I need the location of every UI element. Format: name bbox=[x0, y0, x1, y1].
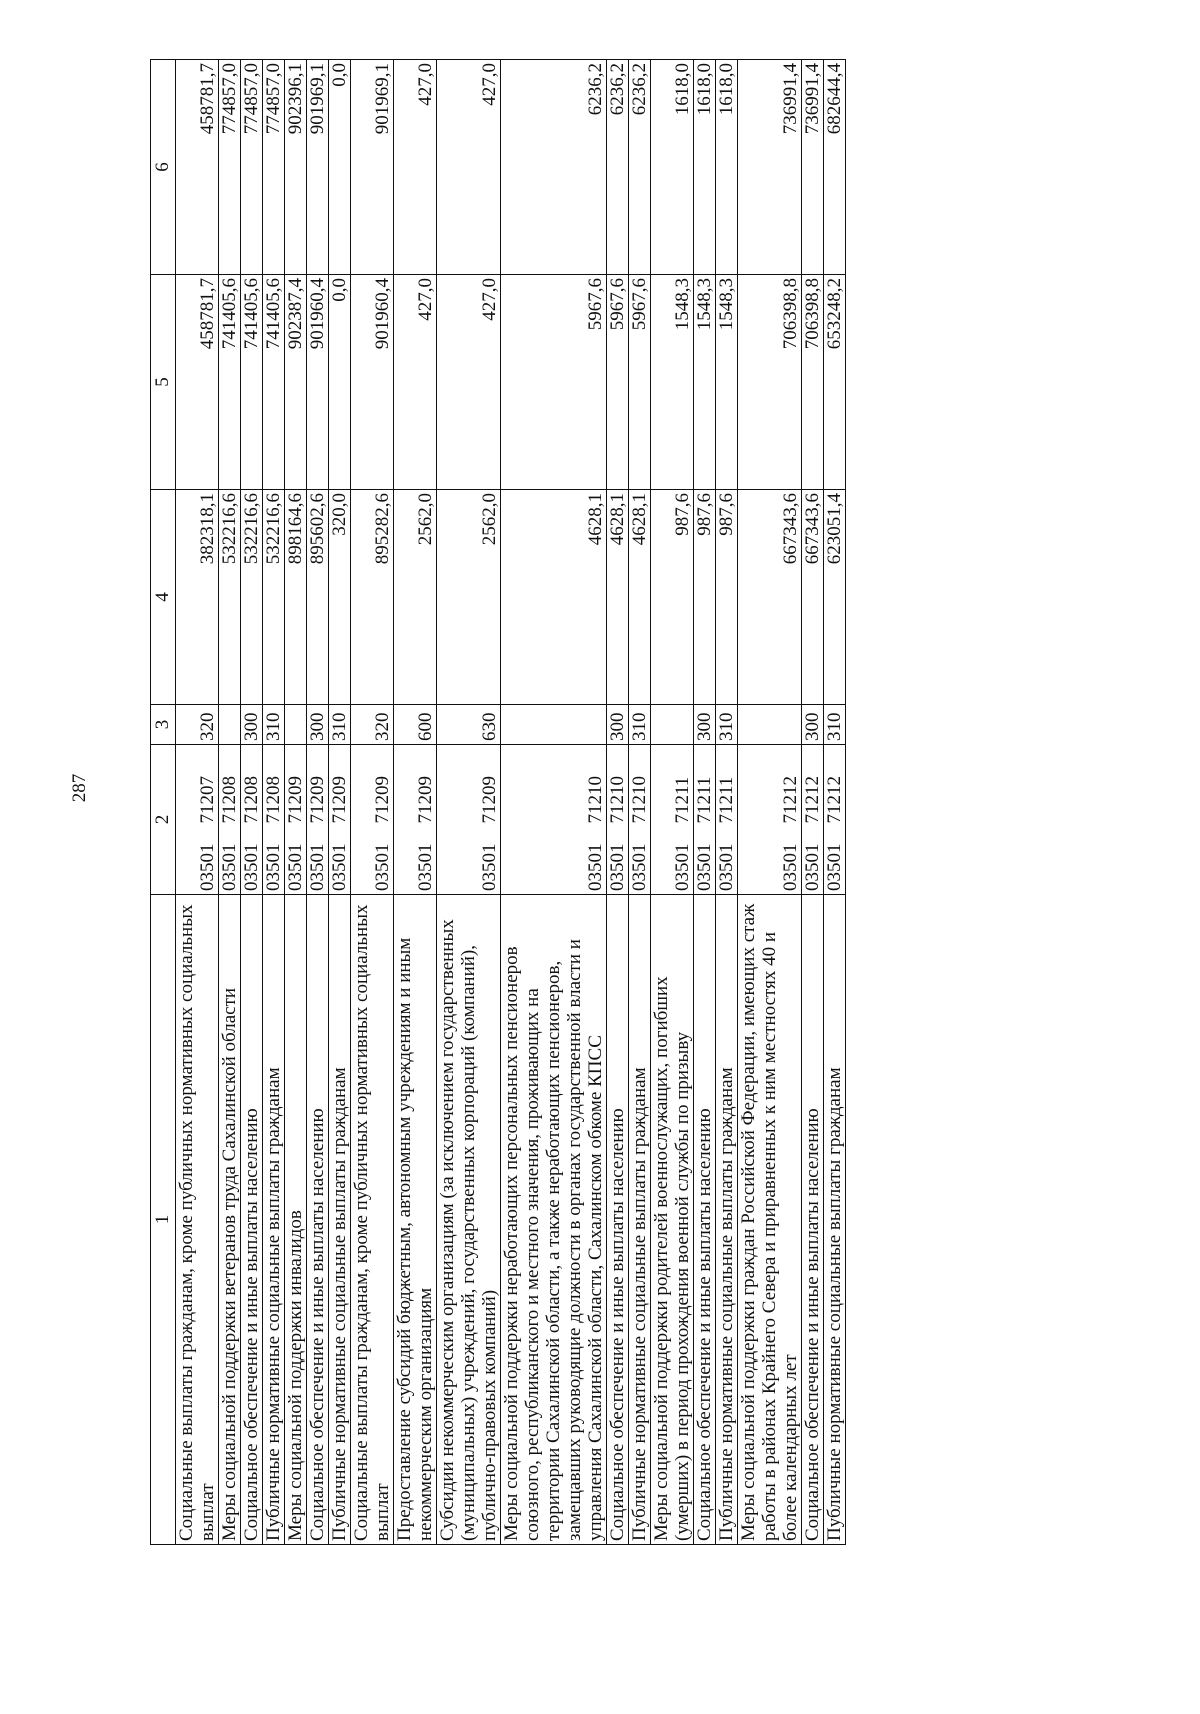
row-direction-code: 71212 bbox=[802, 776, 823, 824]
header-row bbox=[151, 60, 176, 1545]
row-type-cell: 310 bbox=[716, 705, 738, 745]
row-name-cell: Социальные выплаты гражданам, кроме публичных нормативных социальных выплат bbox=[176, 895, 219, 1545]
row-col6-cell: 774857,0 bbox=[263, 60, 285, 275]
row-col4-cell: 987,6 bbox=[716, 490, 738, 705]
row-code-cell bbox=[263, 745, 285, 895]
row-program-code: 03501 bbox=[607, 843, 628, 891]
row-name-cell: Социальное обеспечение и иные выплаты населению bbox=[607, 895, 629, 1545]
row-type-cell: 300 bbox=[241, 705, 263, 745]
row-type-cell: 300 bbox=[607, 705, 629, 745]
row-col4-cell: 987,6 bbox=[651, 490, 694, 705]
table-row bbox=[651, 60, 694, 1545]
row-program-code: 03501 bbox=[307, 843, 328, 891]
row-direction-code: 71209 bbox=[415, 776, 436, 824]
table-body bbox=[176, 60, 846, 1545]
row-code-cell bbox=[716, 745, 738, 895]
row-code-cell bbox=[437, 745, 501, 895]
row-col6-cell: 1618,0 bbox=[716, 60, 738, 275]
row-col6-cell: 0,0 bbox=[329, 60, 351, 275]
row-direction-code: 71209 bbox=[307, 776, 328, 824]
row-direction-code: 71209 bbox=[372, 776, 393, 824]
col-header-2: 2 bbox=[151, 745, 176, 895]
row-col4-cell: 623051,4 bbox=[824, 490, 846, 705]
table-row bbox=[307, 60, 329, 1545]
row-col5-cell: 458781,7 bbox=[176, 275, 219, 490]
row-col4-cell: 667343,6 bbox=[738, 490, 802, 705]
row-program-code: 03501 bbox=[780, 843, 801, 891]
row-program-code: 03501 bbox=[285, 843, 306, 891]
table-row bbox=[263, 60, 285, 1545]
row-col4-cell: 4628,1 bbox=[629, 490, 651, 705]
row-col5-cell: 653248,2 bbox=[824, 275, 846, 490]
row-code-cell bbox=[824, 745, 846, 895]
row-type-cell: 320 bbox=[176, 705, 219, 745]
table-row bbox=[394, 60, 437, 1545]
row-program-code: 03501 bbox=[415, 843, 436, 891]
row-col5-cell: 706398,8 bbox=[738, 275, 802, 490]
row-col6-cell: 6236,2 bbox=[607, 60, 629, 275]
row-col5-cell: 5967,6 bbox=[629, 275, 651, 490]
row-name-cell: Предоставление субсидий бюджетным, автономным учреждениям и иным некоммерческим организациям bbox=[394, 895, 437, 1545]
row-col6-cell: 1618,0 bbox=[694, 60, 716, 275]
row-type-cell: 300 bbox=[694, 705, 716, 745]
row-code-cell bbox=[176, 745, 219, 895]
row-code-cell bbox=[607, 745, 629, 895]
row-col6-cell: 6236,2 bbox=[629, 60, 651, 275]
row-program-code: 03501 bbox=[197, 843, 218, 891]
row-type-cell: 310 bbox=[824, 705, 846, 745]
col-header-5: 5 bbox=[151, 275, 176, 490]
table-row bbox=[241, 60, 263, 1545]
row-col5-cell: 1548,3 bbox=[651, 275, 694, 490]
table-row bbox=[329, 60, 351, 1545]
row-col6-cell: 6236,2 bbox=[501, 60, 607, 275]
row-direction-code: 71209 bbox=[329, 776, 350, 824]
row-code-cell bbox=[802, 745, 824, 895]
table-row bbox=[802, 60, 824, 1545]
row-type-cell: 320 bbox=[351, 705, 394, 745]
table-row bbox=[437, 60, 501, 1545]
row-col6-cell: 902396,1 bbox=[285, 60, 307, 275]
row-col5-cell: 902387,4 bbox=[285, 275, 307, 490]
row-col6-cell: 682644,4 bbox=[824, 60, 846, 275]
row-col5-cell: 741405,6 bbox=[219, 275, 241, 490]
row-col4-cell: 532216,6 bbox=[241, 490, 263, 705]
row-name-cell: Меры социальной поддержки неработающих персональных пенсионеров союзного, республиканского и местного значения, проживающих на территории Сахалинской области, а также неработающих пенсионеров, замещавших руководящие должности в органах государственной власти и управления Сахалинской области, Сахалинском обкоме КПСС bbox=[501, 895, 607, 1545]
row-name-cell: Публичные нормативные социальные выплаты гражданам bbox=[716, 895, 738, 1545]
row-direction-code: 71209 bbox=[285, 776, 306, 824]
row-code-cell bbox=[738, 745, 802, 895]
row-col4-cell: 532216,6 bbox=[219, 490, 241, 705]
row-col6-cell: 1618,0 bbox=[651, 60, 694, 275]
row-code-cell bbox=[307, 745, 329, 895]
row-name-cell: Социальное обеспечение и иные выплаты населению bbox=[241, 895, 263, 1545]
row-code-cell bbox=[394, 745, 437, 895]
table-row bbox=[176, 60, 219, 1545]
row-program-code: 03501 bbox=[585, 843, 606, 891]
row-type-cell: 300 bbox=[802, 705, 824, 745]
row-col4-cell: 895602,6 bbox=[307, 490, 329, 705]
row-name-cell: Меры социальной поддержки родителей военнослужащих, погибших (умерших) в период прохождения военной службы по призыву bbox=[651, 895, 694, 1545]
row-type-cell: 600 bbox=[394, 705, 437, 745]
row-program-code: 03501 bbox=[672, 843, 693, 891]
table-row bbox=[694, 60, 716, 1545]
row-name-cell: Меры социальной поддержки ветеранов труда Сахалинской области bbox=[219, 895, 241, 1545]
row-type-cell bbox=[285, 705, 307, 745]
col-header-6: 6 bbox=[151, 60, 176, 275]
row-col4-cell: 987,6 bbox=[694, 490, 716, 705]
budget-table bbox=[150, 59, 846, 1545]
row-col5-cell: 427,0 bbox=[437, 275, 501, 490]
table-row bbox=[716, 60, 738, 1545]
row-col4-cell: 2562,0 bbox=[437, 490, 501, 705]
row-col6-cell: 736991,4 bbox=[802, 60, 824, 275]
row-col5-cell: 741405,6 bbox=[263, 275, 285, 490]
row-program-code: 03501 bbox=[629, 843, 650, 891]
page-number: 287 bbox=[69, 773, 90, 803]
row-name-cell: Субсидии некоммерческим организациям (за исключением государственных (муниципальных) учреждений, государственных корпораций (компаний), публично-правовых компаний) bbox=[437, 895, 501, 1545]
row-type-cell bbox=[651, 705, 694, 745]
row-direction-code: 71212 bbox=[824, 776, 845, 824]
row-col5-cell: 0,0 bbox=[329, 275, 351, 490]
table-row bbox=[285, 60, 307, 1545]
row-program-code: 03501 bbox=[824, 843, 845, 891]
row-col5-cell: 1548,3 bbox=[716, 275, 738, 490]
row-name-cell: Публичные нормативные социальные выплаты гражданам bbox=[263, 895, 285, 1545]
row-col5-cell: 5967,6 bbox=[607, 275, 629, 490]
row-col6-cell: 901969,1 bbox=[351, 60, 394, 275]
row-col6-cell: 458781,7 bbox=[176, 60, 219, 275]
col-header-4: 4 bbox=[151, 490, 176, 705]
row-name-cell: Меры социальной поддержки инвалидов bbox=[285, 895, 307, 1545]
row-type-cell: 300 bbox=[307, 705, 329, 745]
row-type-cell bbox=[738, 705, 802, 745]
row-code-cell bbox=[329, 745, 351, 895]
row-col4-cell: 2562,0 bbox=[394, 490, 437, 705]
row-direction-code: 71210 bbox=[607, 776, 628, 824]
table-row bbox=[219, 60, 241, 1545]
row-program-code: 03501 bbox=[241, 843, 262, 891]
table-row bbox=[738, 60, 802, 1545]
row-code-cell bbox=[694, 745, 716, 895]
row-col5-cell: 5967,6 bbox=[501, 275, 607, 490]
table-row bbox=[351, 60, 394, 1545]
row-code-cell bbox=[501, 745, 607, 895]
budget-table-rotated bbox=[150, 60, 1154, 1545]
row-type-cell: 310 bbox=[329, 705, 351, 745]
row-program-code: 03501 bbox=[694, 843, 715, 891]
row-program-code: 03501 bbox=[263, 843, 284, 891]
row-type-cell bbox=[219, 705, 241, 745]
row-col6-cell: 774857,0 bbox=[241, 60, 263, 275]
row-col4-cell: 898164,6 bbox=[285, 490, 307, 705]
row-col4-cell: 320,0 bbox=[329, 490, 351, 705]
row-direction-code: 71210 bbox=[629, 776, 650, 824]
row-direction-code: 71210 bbox=[585, 776, 606, 824]
row-col6-cell: 774857,0 bbox=[219, 60, 241, 275]
row-direction-code: 71208 bbox=[241, 776, 262, 824]
table-row bbox=[501, 60, 607, 1545]
row-col4-cell: 532216,6 bbox=[263, 490, 285, 705]
row-name-cell: Социальное обеспечение и иные выплаты населению bbox=[694, 895, 716, 1545]
row-col6-cell: 427,0 bbox=[394, 60, 437, 275]
row-name-cell: Социальные выплаты гражданам, кроме публичных нормативных социальных выплат bbox=[351, 895, 394, 1545]
row-col5-cell: 706398,8 bbox=[802, 275, 824, 490]
row-type-cell bbox=[501, 705, 607, 745]
table-row bbox=[629, 60, 651, 1545]
row-direction-code: 71211 bbox=[694, 776, 715, 824]
row-col5-cell: 427,0 bbox=[394, 275, 437, 490]
row-col5-cell: 1548,3 bbox=[694, 275, 716, 490]
row-type-cell: 630 bbox=[437, 705, 501, 745]
row-direction-code: 71212 bbox=[780, 776, 801, 824]
row-direction-code: 71208 bbox=[219, 776, 240, 824]
row-col4-cell: 4628,1 bbox=[607, 490, 629, 705]
row-program-code: 03501 bbox=[219, 843, 240, 891]
row-direction-code: 71211 bbox=[716, 776, 737, 824]
row-code-cell bbox=[629, 745, 651, 895]
row-col5-cell: 901960,4 bbox=[307, 275, 329, 490]
row-col4-cell: 895282,6 bbox=[351, 490, 394, 705]
col-header-1: 1 bbox=[151, 895, 176, 1545]
row-col5-cell: 741405,6 bbox=[241, 275, 263, 490]
row-col6-cell: 736991,4 bbox=[738, 60, 802, 275]
row-name-cell: Публичные нормативные социальные выплаты гражданам bbox=[629, 895, 651, 1545]
row-col4-cell: 382318,1 bbox=[176, 490, 219, 705]
col-header-3: 3 bbox=[151, 705, 176, 745]
row-name-cell: Социальное обеспечение и иные выплаты населению bbox=[307, 895, 329, 1545]
row-code-cell bbox=[285, 745, 307, 895]
row-direction-code: 71208 bbox=[263, 776, 284, 824]
table-row bbox=[824, 60, 846, 1545]
row-code-cell bbox=[351, 745, 394, 895]
row-col6-cell: 901969,1 bbox=[307, 60, 329, 275]
row-col4-cell: 667343,6 bbox=[802, 490, 824, 705]
row-name-cell: Публичные нормативные социальные выплаты гражданам bbox=[329, 895, 351, 1545]
row-name-cell: Меры социальной поддержки граждан Российской Федерации, имеющих стаж работы в районах Крайнего Севера и приравненных к ним местностях 40 и более календарных лет bbox=[738, 895, 802, 1545]
row-col4-cell: 4628,1 bbox=[501, 490, 607, 705]
row-name-cell: Социальное обеспечение и иные выплаты населению bbox=[802, 895, 824, 1545]
row-program-code: 03501 bbox=[372, 843, 393, 891]
row-direction-code: 71211 bbox=[672, 776, 693, 824]
row-direction-code: 71207 bbox=[197, 776, 218, 824]
row-direction-code: 71209 bbox=[479, 776, 500, 824]
row-name-cell: Публичные нормативные социальные выплаты гражданам bbox=[824, 895, 846, 1545]
row-col5-cell: 901960,4 bbox=[351, 275, 394, 490]
row-program-code: 03501 bbox=[479, 843, 500, 891]
row-code-cell bbox=[651, 745, 694, 895]
table-row bbox=[607, 60, 629, 1545]
row-type-cell: 310 bbox=[263, 705, 285, 745]
row-code-cell bbox=[219, 745, 241, 895]
row-program-code: 03501 bbox=[802, 843, 823, 891]
row-col6-cell: 427,0 bbox=[437, 60, 501, 275]
row-type-cell: 310 bbox=[629, 705, 651, 745]
row-program-code: 03501 bbox=[716, 843, 737, 891]
row-code-cell bbox=[241, 745, 263, 895]
row-program-code: 03501 bbox=[329, 843, 350, 891]
